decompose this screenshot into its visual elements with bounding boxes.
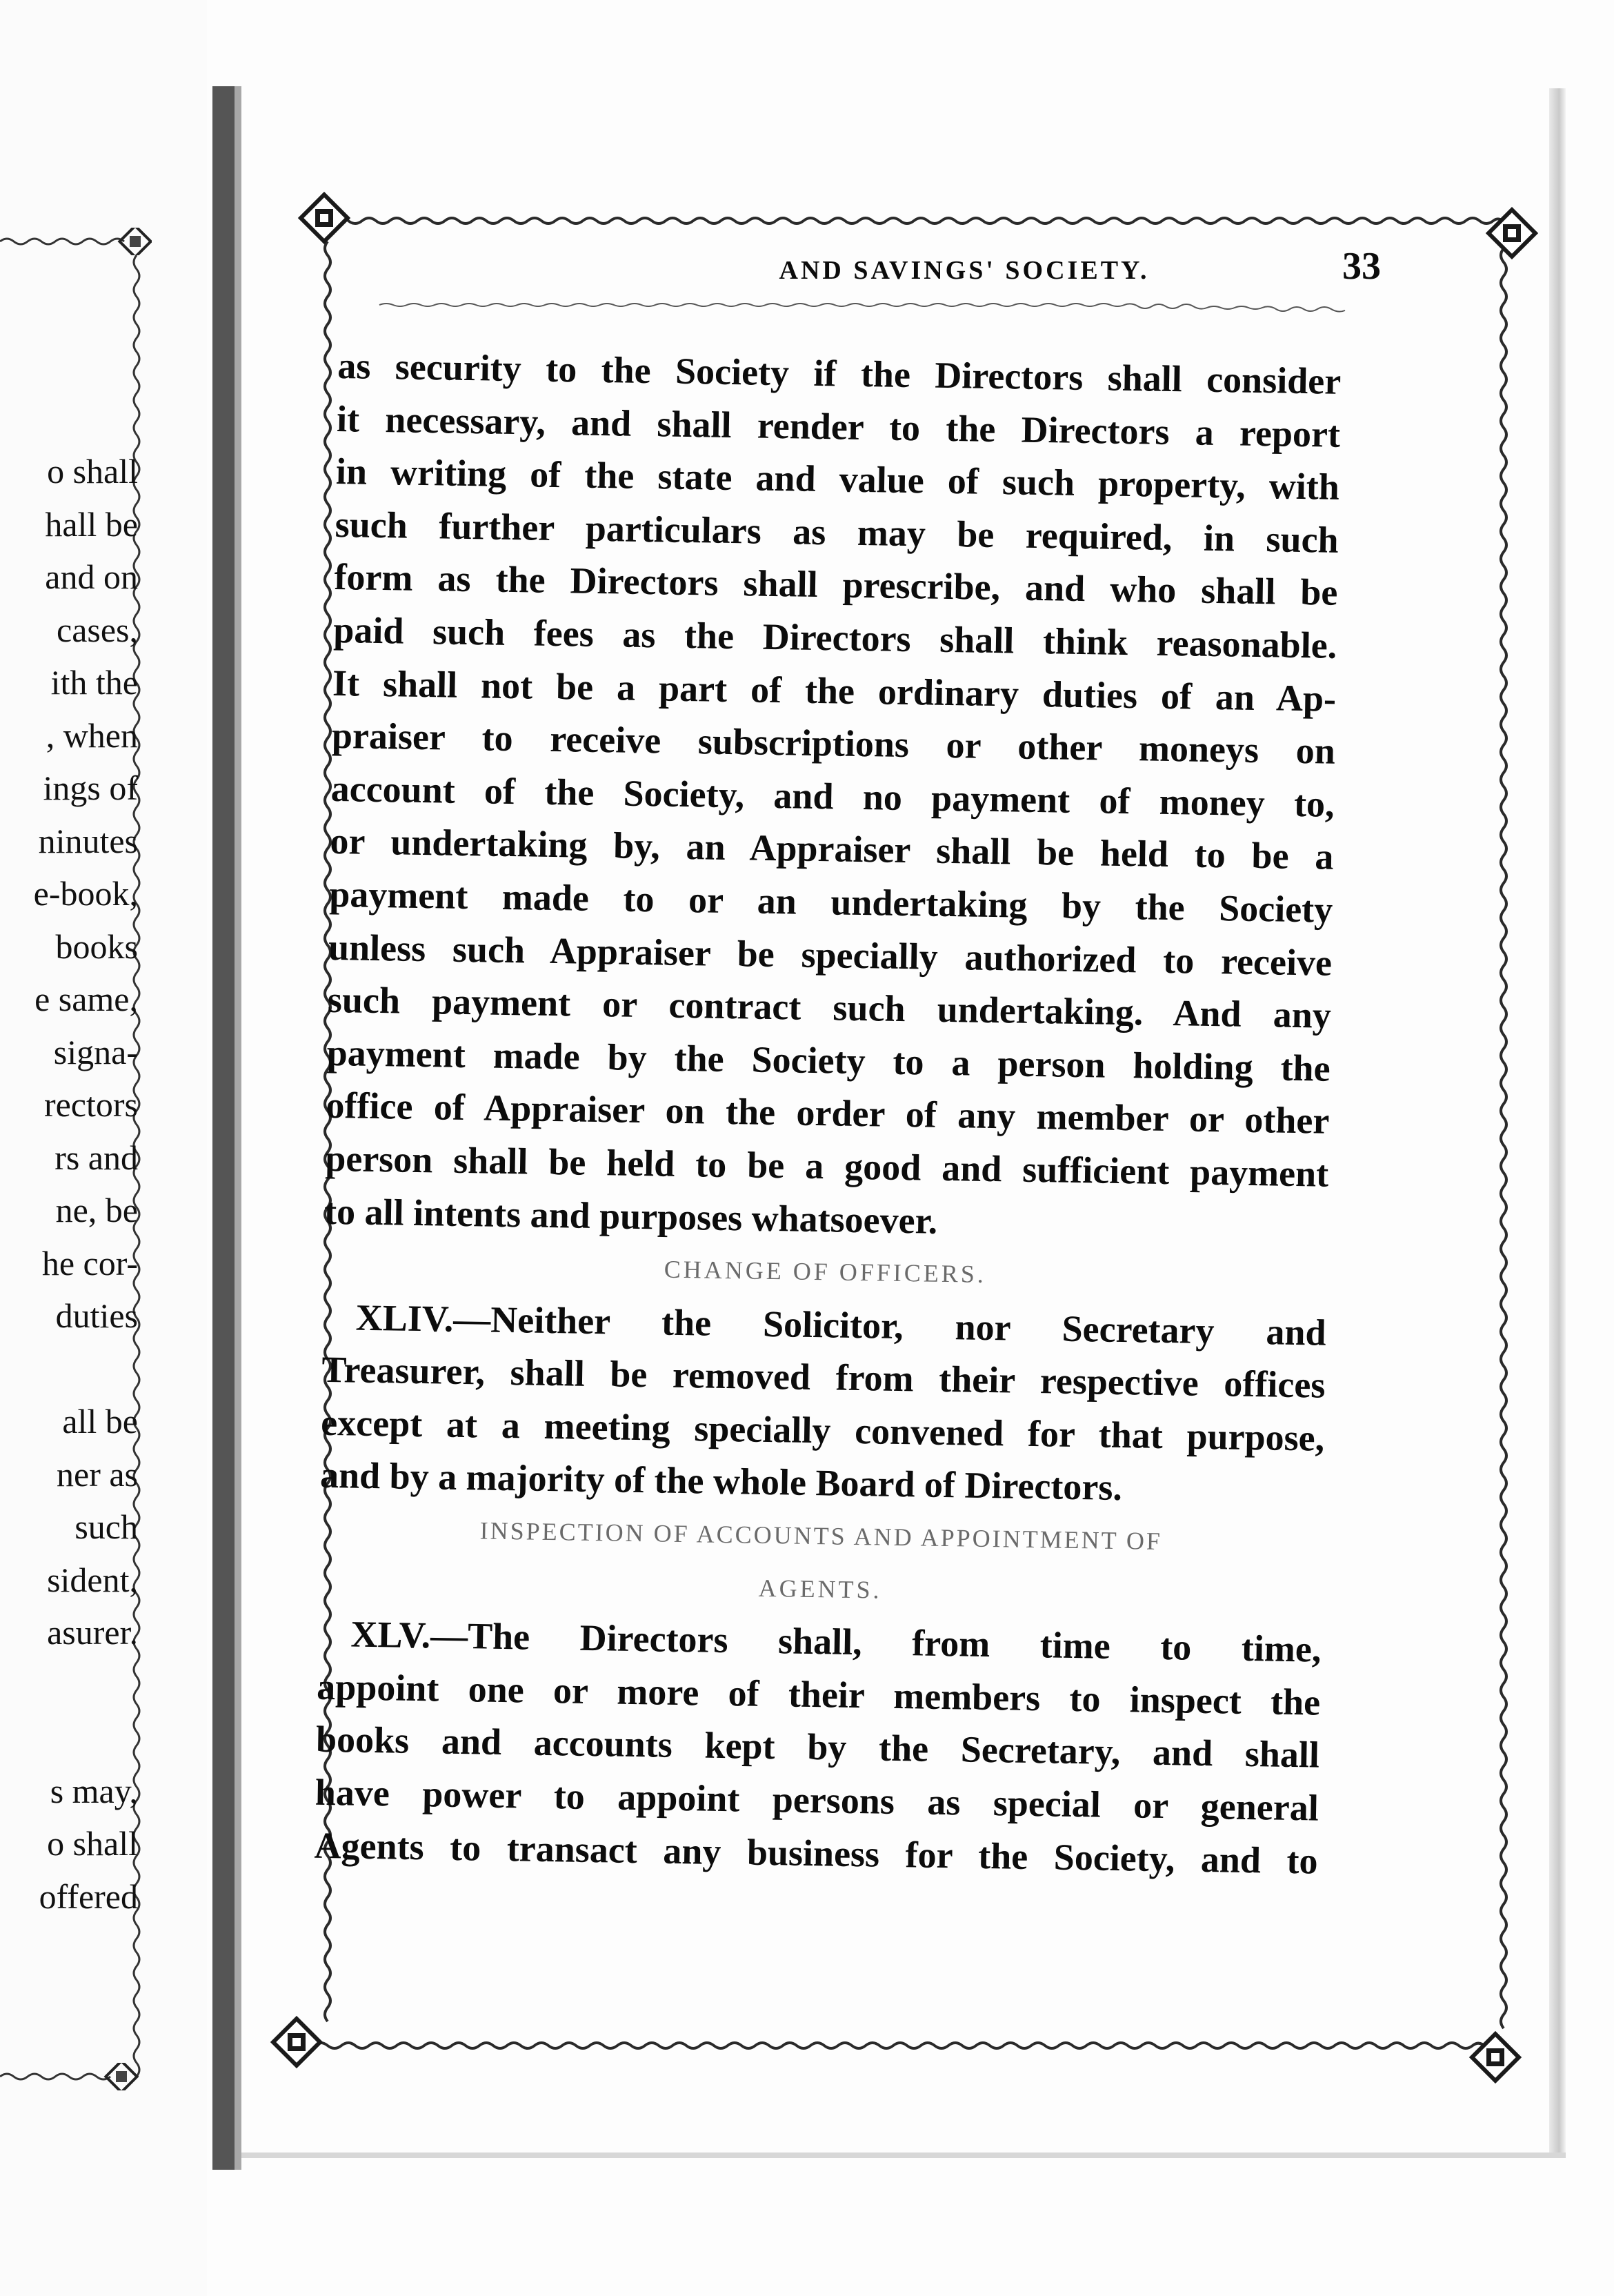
text-line: as security to the Society if the Directors shall consider bbox=[337, 344, 1342, 402]
left-page-line: sident, bbox=[47, 1560, 138, 1599]
book-gutter-edge bbox=[235, 86, 241, 2170]
left-page-line bbox=[0, 1712, 138, 1765]
section-heading-inspection-of-accounts-cont: AGENTS. bbox=[758, 1574, 882, 1604]
section-heading-inspection-of-accounts: INSPECTION OF ACCOUNTS AND APPOINTMENT OF bbox=[479, 1516, 1163, 1556]
left-page-line: , when bbox=[46, 715, 138, 755]
left-page-line: ne, be bbox=[55, 1191, 138, 1229]
left-page-line: offered bbox=[39, 1877, 138, 1916]
text-line: it necessary, and shall render to the Directors a report bbox=[336, 397, 1341, 455]
left-page-line: ings of bbox=[43, 769, 138, 807]
text-line: payment made to or an undertaking by the Society bbox=[328, 873, 1333, 931]
left-page-line: he cor- bbox=[41, 1243, 138, 1283]
left-page-line: e same, bbox=[34, 980, 138, 1018]
page-right-edge bbox=[1549, 88, 1566, 2158]
text-line: payment made by the Society to a person holding the bbox=[326, 1031, 1331, 1089]
text-line: person shall be held to be a good and sufficient payment bbox=[324, 1137, 1329, 1195]
running-head: AND SAVINGS' SOCIETY. bbox=[779, 256, 1150, 285]
left-page-line bbox=[0, 1659, 138, 1712]
text-line: or undertaking by, an Appraiser shall be held to be a bbox=[330, 820, 1334, 878]
left-page-line: duties bbox=[55, 1296, 138, 1335]
left-page-line: books bbox=[55, 927, 138, 966]
section-heading-change-of-officers: CHANGE OF OFFICERS. bbox=[664, 1255, 987, 1289]
text-line: to all intents and purposes whatsoever. bbox=[323, 1190, 938, 1242]
left-page-line bbox=[0, 1343, 138, 1396]
page-body-text bbox=[314, 339, 1342, 1888]
left-facing-page-fragment bbox=[0, 0, 207, 2296]
text-line: appoint one or more of their members to inspect the bbox=[316, 1665, 1321, 1723]
text-line: books and accounts kept by the Secretary, and shall bbox=[315, 1719, 1320, 1777]
text-line: Treasurer, shall be removed from their respective offices bbox=[321, 1349, 1326, 1406]
left-page-line: hall be bbox=[45, 504, 138, 544]
left-page-line: all be bbox=[62, 1402, 138, 1441]
left-page-line: and on bbox=[45, 557, 138, 596]
book-page-33 bbox=[241, 83, 1549, 2152]
text-line: It shall not be a part of the ordinary duties of an Ap- bbox=[332, 662, 1337, 720]
left-page-line: asurer. bbox=[47, 1613, 138, 1652]
left-page-line: rectors bbox=[43, 1085, 138, 1124]
left-page-top-ornament-border bbox=[0, 228, 152, 255]
left-page-line: such bbox=[74, 1507, 138, 1546]
page-bottom-edge bbox=[241, 2152, 1566, 2158]
left-page-line: cases, bbox=[57, 610, 138, 649]
text-line: XLV.—The Directors shall, from time to time, bbox=[350, 1613, 1322, 1670]
left-page-bottom-ornament-border bbox=[0, 2063, 152, 2090]
text-line: XLIV.—Neither the Solicitor, nor Secretary and bbox=[355, 1296, 1327, 1354]
text-line: office of Appraiser on the order of any member or other bbox=[326, 1085, 1330, 1142]
text-line: paid such fees as the Directors shall think reasonable. bbox=[332, 608, 1337, 666]
text-line: such further particulars as may be required, in such bbox=[335, 503, 1339, 561]
text-line: such payment or contract such undertaking. And any bbox=[327, 979, 1332, 1036]
text-line: account of the Society, and no payment of money to, bbox=[330, 767, 1335, 825]
left-page-line: ner as bbox=[57, 1454, 138, 1494]
text-line: form as the Directors shall prescribe, and who shall be bbox=[334, 556, 1338, 614]
text-line: except at a meeting specially convened for that purpose, bbox=[320, 1401, 1325, 1459]
text-line: and by a majority of the whole Board of Directors. bbox=[319, 1454, 1123, 1509]
left-page-line: ith the bbox=[50, 663, 138, 702]
text-line: in writing of the state and value of such property, with bbox=[335, 451, 1340, 508]
left-page-line: signa- bbox=[53, 1032, 138, 1071]
text-line: have power to appoint persons as special or general bbox=[315, 1771, 1319, 1829]
text-line: unless such Appraiser be specially authorized to receive bbox=[328, 926, 1333, 984]
left-page-line: ninutes bbox=[38, 821, 138, 860]
left-page-text-column bbox=[0, 445, 138, 1923]
left-page-line: o shall bbox=[47, 1824, 138, 1863]
left-page-line: s may, bbox=[50, 1771, 138, 1810]
book-gutter-shadow bbox=[212, 86, 235, 2170]
left-page-line: rs and bbox=[54, 1138, 138, 1177]
left-page-line: o shall bbox=[47, 452, 138, 491]
page-number: 33 bbox=[1342, 245, 1381, 288]
left-page-line: e-book, bbox=[33, 874, 138, 913]
text-line: praiser to receive subscriptions or other moneys on bbox=[331, 715, 1336, 772]
text-line: Agents to transact any business for the Society, and to bbox=[314, 1824, 1319, 1882]
